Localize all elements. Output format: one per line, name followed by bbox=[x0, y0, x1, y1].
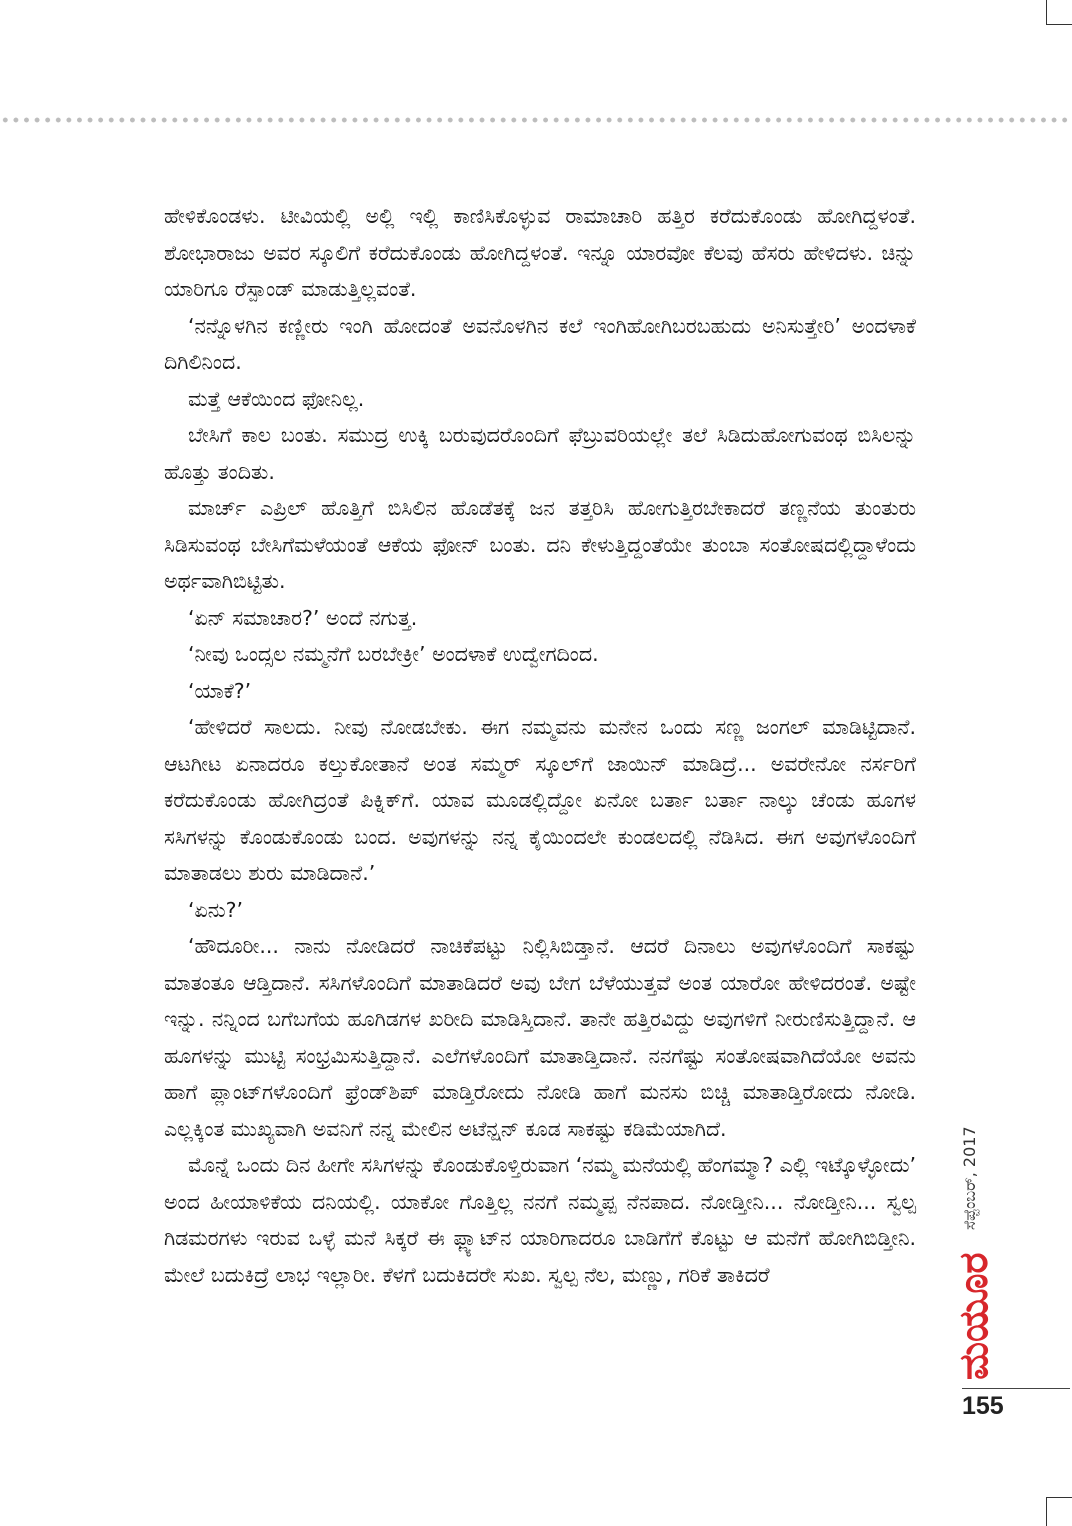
issue-date: ಸೆಪ್ಟೆಂಬರ್, 2017 bbox=[960, 1126, 979, 1230]
paragraph-9: ‘ಹೇಳಿದರೆ ಸಾಲದು. ನೀವು ನೋಡಬೇಕು. ಈಗ ನಮ್ಮವನು ಮನೇನ ಒಂದು ಸಣ್ಣ ಜಂಗಲ್ ಮಾಡಿಟ್ಟಿದಾನೆ. ಆಟಗೀಟ ಏನಾದರೂ ಕಲ್ತುಕೋತಾನೆ ಅಂತ ಸಮ್ಮರ್ ಸ್ಕೂಲ್‌ಗೆ ಜಾಯಿನ್ ಮಾಡಿದ್ರೆ... ಅವರೇನೋ ನರ್ಸರಿಗೆ ಕರೆದುಕೊಂಡು ಹೋಗಿದ್ರಂತೆ ಪಿಕ್ನಿಕ್‌ಗೆ. ಯಾವ ಮೂಡಲ್ಲಿದ್ದೋ ಏನೋ ಬರ್ತಾ ಬರ್ತಾ ನಾಲ್ಕು ಚೆಂಡು ಹೂಗಳ ಸಸಿಗಳನ್ನು ಕೊಂಡುಕೊಂಡು ಬಂದ. ಅವುಗಳನ್ನು ನನ್ನ ಕೈಯಿಂದಲೇ ಕುಂಡಲದಲ್ಲಿ ನೆಡಿಸಿದ. ಈಗ ಅವುಗಳೊಂದಿಗೆ ಮಾತಾಡಲು ಶುರು ಮಾಡಿದಾನೆ.’ bbox=[164, 715, 916, 885]
paragraph-7: ‘ನೀವು ಒಂದ್ಸಲ ನಮ್ಮನೆಗೆ ಬರಬೇಕ್ರೀ’ ಅಂದಳಾಕೆ ಉದ್ವೇಗದಿಂದ. bbox=[188, 642, 599, 666]
magazine-logo-text: ಮಯೂರ bbox=[951, 1252, 997, 1380]
paragraph-8: ‘ಯಾಕೆ?’ bbox=[188, 678, 252, 703]
paragraph-4: ಬೇಸಿಗೆ ಕಾಲ ಬಂತು. ಸಮುದ್ರ ಉಕ್ಕಿ ಬರುವುದರೊಂದಿಗೆ ಫೆಬ್ರುವರಿಯಲ್ಲೇ ತಲೆ ಸಿಡಿದುಹೋಗುವಂಥ ಬಿಸಿಲನ್ನು ಹೊತ್ತು ತಂದಿತು. bbox=[164, 423, 916, 484]
paragraph-2: ‘ನನ್ನೊಳಗಿನ ಕಣ್ಣೀರು ಇಂಗಿ ಹೋದಂತೆ ಅವನೊಳಗಿನ ಕಲೆ ಇಂಗಿಹೋಗಿಬರಬಹುದು ಅನಿಸುತ್ತೇರಿ’ ಅಂದಳಾಕೆ ದಿಗಿಲಿನಿಂದ. bbox=[164, 313, 916, 374]
article-body bbox=[164, 198, 916, 1293]
crop-mark-top bbox=[1046, 0, 1072, 25]
page-number: 155 bbox=[962, 1392, 1004, 1420]
paragraph-12: ಮೊನ್ನೆ ಒಂದು ದಿನ ಹೀಗೇ ಸಸಿಗಳನ್ನು ಕೊಂಡುಕೊಳ್ತಿರುವಾಗ ‘ನಮ್ಮ ಮನೆಯಲ್ಲಿ ಹೆಂಗಮ್ಮಾ? ಎಲ್ಲಿ ಇಟ್ಕೊಳ್ಳೋದು’ ಅಂದ ಹೀಯಾಳಿಕೆಯ ದನಿಯಲ್ಲಿ. ಯಾಕೋ ಗೊತ್ತಿಲ್ಲ ನನಗೆ ನಮ್ಮಪ್ಪ ನೆನಪಾದ. ನೋಡ್ತೀನಿ... ನೋಡ್ತೀನಿ... ಸ್ವಲ್ಪ ಗಿಡಮರಗಳು ಇರುವ ಒಳ್ಳೆ ಮನೆ ಸಿಕ್ಕರೆ ಈ ಫ್ಲ್ಯಾಟ್‌ನ ಯಾರಿಗಾದರೂ ಬಾಡಿಗೆಗೆ ಕೊಟ್ಟು ಆ ಮನೆಗೆ ಹೋಗಿಬಿಡ್ತೀನಿ. ಮೇಲೆ ಬದುಕಿದ್ರೆ ಲಾಭ ಇಲ್ಲಾರೀ. ಕೆಳಗೆ ಬದುಕಿದರೇ ಸುಖ. ಸ್ವಲ್ಪ ನೆಲ, ಮಣ್ಣು, ಗರಿಕೆ ತಾಕಿದರೆ bbox=[164, 1153, 916, 1287]
paragraph-6: ‘ಏನ್ ಸಮಾಚಾರ?’ ಅಂದೆ ನಗುತ್ತ. bbox=[188, 605, 418, 630]
paragraph-1: ಹೇಳಿಕೊಂಡಳು. ಟೀವಿಯಲ್ಲಿ ಅಲ್ಲಿ ಇಲ್ಲಿ ಕಾಣಿಸಿಕೊಳ್ಳುವ ರಾಮಾಚಾರಿ ಹತ್ತಿರ ಕರೆದುಕೊಂಡು ಹೋಗಿದ್ದಳಂತೆ. ಶೋಭಾರಾಜು ಅವರ ಸ್ಕೂಲಿಗೆ ಕರೆದುಕೊಂಡು ಹೋಗಿದ್ದಳಂತೆ. ಇನ್ನೂ ಯಾರವೋ ಕೆಲವು ಹೆಸರು ಹೇಳಿದಳು. ಚಿನ್ನು ಯಾರಿಗೂ ರೆಸ್ಪಾಂಡ್ ಮಾಡುತ್ತಿಲ್ಲವಂತೆ. bbox=[164, 204, 916, 301]
paragraph-10: ‘ಏನು?’ bbox=[188, 897, 244, 922]
magazine-logo bbox=[949, 1240, 997, 1380]
paragraph-11: ‘ಹೌದೂರೀ... ನಾನು ನೋಡಿದರೆ ನಾಚಿಕೆಪಟ್ಟು ನಿಲ್ಲಿಸಿಬಿಡ್ತಾನೆ. ಆದರೆ ದಿನಾಲು ಅವುಗಳೊಂದಿಗೆ ಸಾಕಷ್ಟು ಮಾತಂತೂ ಆಡ್ತಿದಾನೆ. ಸಸಿಗಳೊಂದಿಗೆ ಮಾತಾಡಿದರೆ ಅವು ಬೇಗ ಬೆಳೆಯುತ್ತವೆ ಅಂತ ಯಾರೋ ಹೇಳಿದರಂತೆ. ಅಷ್ಟೇ ಇನ್ನು. ನನ್ನಿಂದ ಬಗೆಬಗೆಯ ಹೂಗಿಡಗಳ ಖರೀದಿ ಮಾಡಿಸ್ತಿದಾನೆ. ತಾನೇ ಹತ್ತಿರವಿದ್ದು ಅವುಗಳಿಗೆ ನೀರುಣಿಸುತ್ತಿದ್ದಾನೆ. ಆ ಹೂಗಳನ್ನು ಮುಟ್ಟಿ ಸಂಭ್ರಮಿಸುತ್ತಿದ್ದಾನೆ. ಎಲೆಗಳೊಂದಿಗೆ ಮಾತಾಡ್ತಿದಾನೆ. ನನಗೆಷ್ಟು ಸಂತೋಷವಾಗಿದೆಯೋ ಅವನು ಹಾಗೆ ಪ್ಲಾಂಟ್‌ಗಳೊಂದಿಗೆ ಫ್ರೆಂಡ್‌ಶಿಪ್ ಮಾಡ್ತಿರೋದು ನೋಡಿ ಹಾಗೆ ಮನಸು ಬಿಚ್ಚಿ ಮಾತಾಡ್ತಿರೋದು ನೋಡಿ. ಎಲ್ಲಕ್ಕಿಂತ ಮುಖ್ಯವಾಗಿ ಅವನಿಗೆ ನನ್ನ ಮೇಲಿನ ಅಟೆನ್ಷನ್ ಕೂಡ ಸಾಕಷ್ಟು ಕಡಿಮೆಯಾಗಿದೆ. bbox=[164, 934, 916, 1141]
dotted-header-rule bbox=[0, 116, 1072, 124]
page-number-rule bbox=[962, 1388, 1070, 1389]
paragraph-3: ಮತ್ತೆ ಆಕೆಯಿಂದ ಫೋನಿಲ್ಲ. bbox=[188, 386, 365, 411]
paragraph-5: ಮಾರ್ಚ್ ಎಪ್ರಿಲ್ ಹೊತ್ತಿಗೆ ಬಿಸಿಲಿನ ಹೊಡೆತಕ್ಕೆ ಜನ ತತ್ತರಿಸಿ ಹೋಗುತ್ತಿರಬೇಕಾದರೆ ತಣ್ಣನೆಯ ತುಂತುರು ಸಿಡಿಸುವಂಥ ಬೇಸಿಗೆಮಳೆಯಂತೆ ಆಕೆಯ ಫೋನ್ ಬಂತು. ದನಿ ಕೇಳುತ್ತಿದ್ದಂತೆಯೇ ತುಂಬಾ ಸಂತೋಷದಲ್ಲಿದ್ದಾಳೆಂದು ಅರ್ಥವಾಗಿಬಿಟ್ಟಿತು. bbox=[164, 496, 916, 593]
crop-mark-bottom bbox=[1046, 1497, 1072, 1526]
